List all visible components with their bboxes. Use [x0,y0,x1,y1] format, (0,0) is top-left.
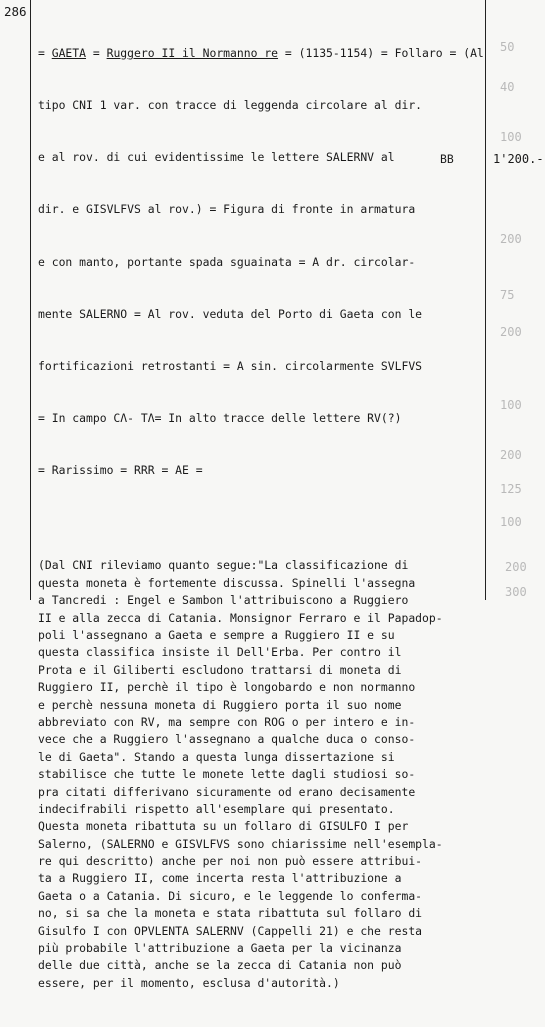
ruler-name: Ruggero II il Normanno re [106,45,279,60]
faded-digit: 40 [500,80,515,94]
mint-name: GAETA [51,45,87,60]
commentary-line: delle due città, anche se la zecca di Catania non può [38,958,402,973]
faded-digit: 75 [500,288,515,302]
commentary-line: II e alla zecca di Catania. Monsignor Ferraro e il Papadop- [38,610,443,625]
commentary-line: questa moneta è fortemente discussa. Spinelli l'assegna [38,575,416,590]
commentary [38,557,498,992]
lot-description [38,10,498,1027]
commentary-line: essere, per il momento, esclusa d'autorità.) [38,975,340,990]
description-line: tipo CNI 1 var. con tracce di leggenda circolare al dir. [38,98,423,113]
faded-digit: 200 [500,448,522,462]
commentary-line: ta a Ruggiero II, come incerta resta l'attribuzione a [38,871,402,886]
commentary-line: no, si sa che la moneta e stata ribattuta sul follaro di [38,906,423,921]
commentary-line: questa classifica insiste il Dell'Erba. Per contro il [38,645,402,660]
faded-digit: 200 [500,325,522,339]
commentary-line: stabilisce che tutte le monete lette dagli studiosi so- [38,767,416,782]
commentary-line: Salerno, (SALERNO e GISVLFVS sono chiarissime nell'esempla- [38,836,443,851]
left-column-rule [30,0,31,600]
commentary-line: più probabile l'attribuzione a Gaeta per la vicinanza [38,941,402,956]
price: 1'200.- [493,152,544,166]
commentary-line: le di Gaeta". Stando a questa lunga dissertazione si [38,749,395,764]
faded-digit: 300 [505,585,527,599]
faded-digit: 100 [500,398,522,412]
faded-digit: 125 [500,482,522,496]
lot-number: 286 [4,4,27,19]
commentary-line: Prota e il Giliberti escludono trattarsi di moneta di [38,662,402,677]
commentary-line: pra citati differivano sicuramente od erano decisamente [38,784,416,799]
commentary-line: (Dal CNI rileviamo quanto segue:"La classificazione di [38,558,409,573]
description-line: = GAETA = Ruggero II il Normanno re = (1135-1154) = Follaro = (Al [38,45,484,60]
commentary-line: indecifrabili rispetto all'esemplare qui presentato. [38,801,395,816]
description-line: fortificazioni retrostanti = A sin. circolarmente SVLFVS [38,359,423,374]
faded-digit: 200 [500,232,522,246]
commentary-line: abbreviato con RV, ma sempre con ROG o per intero e in- [38,714,416,729]
commentary-line: vece che a Ruggiero l'assegnano a qualche duca o conso- [38,732,416,747]
commentary-line: Ruggiero II, perchè il tipo è longobardo e non normanno [38,680,416,695]
description-line: = Rarissimo = RRR = AE = [38,463,203,478]
commentary-line: e perchè nessuna moneta di Ruggiero porta il suo nome [38,697,402,712]
description-line: e al rov. di cui evidentissime le lettere SALERNV al [38,150,395,165]
commentary-line: a Tancredi : Engel e Sambon l'attribuiscono a Ruggiero [38,593,409,608]
commentary-line: Gisulfo I con OPVLENTA SALERNV (Cappelli 21) e che resta [38,923,423,938]
faded-digit: 100 [500,515,522,529]
commentary-line: poli l'assegnano a Gaeta e sempre a Ruggiero II e su [38,628,395,643]
faded-digit: 50 [500,40,515,54]
rarity-grade: BB [440,152,454,166]
commentary-line: re qui descritto) anche per noi non può essere attribui- [38,854,423,869]
description-line: dir. e GISVLFVS al rov.) = Figura di fronte in armatura [38,202,416,217]
commentary-line: Gaeta o a Catania. Di sicuro, e le leggende lo conferma- [38,888,423,903]
description-line: e con manto, portante spada sguainata = A dr. circolar- [38,254,416,269]
commentary-line: Questa moneta ribattuta su un follaro di GISULFO I per [38,819,409,834]
description-line: = In campo CΛ- TΛ= In alto tracce delle lettere RV(?) [38,411,402,426]
description-line: mente SALERNO = Al rov. veduta del Porto di Gaeta con le [38,306,423,321]
faded-digit: 200 [505,560,527,574]
faded-digit: 100 [500,130,522,144]
